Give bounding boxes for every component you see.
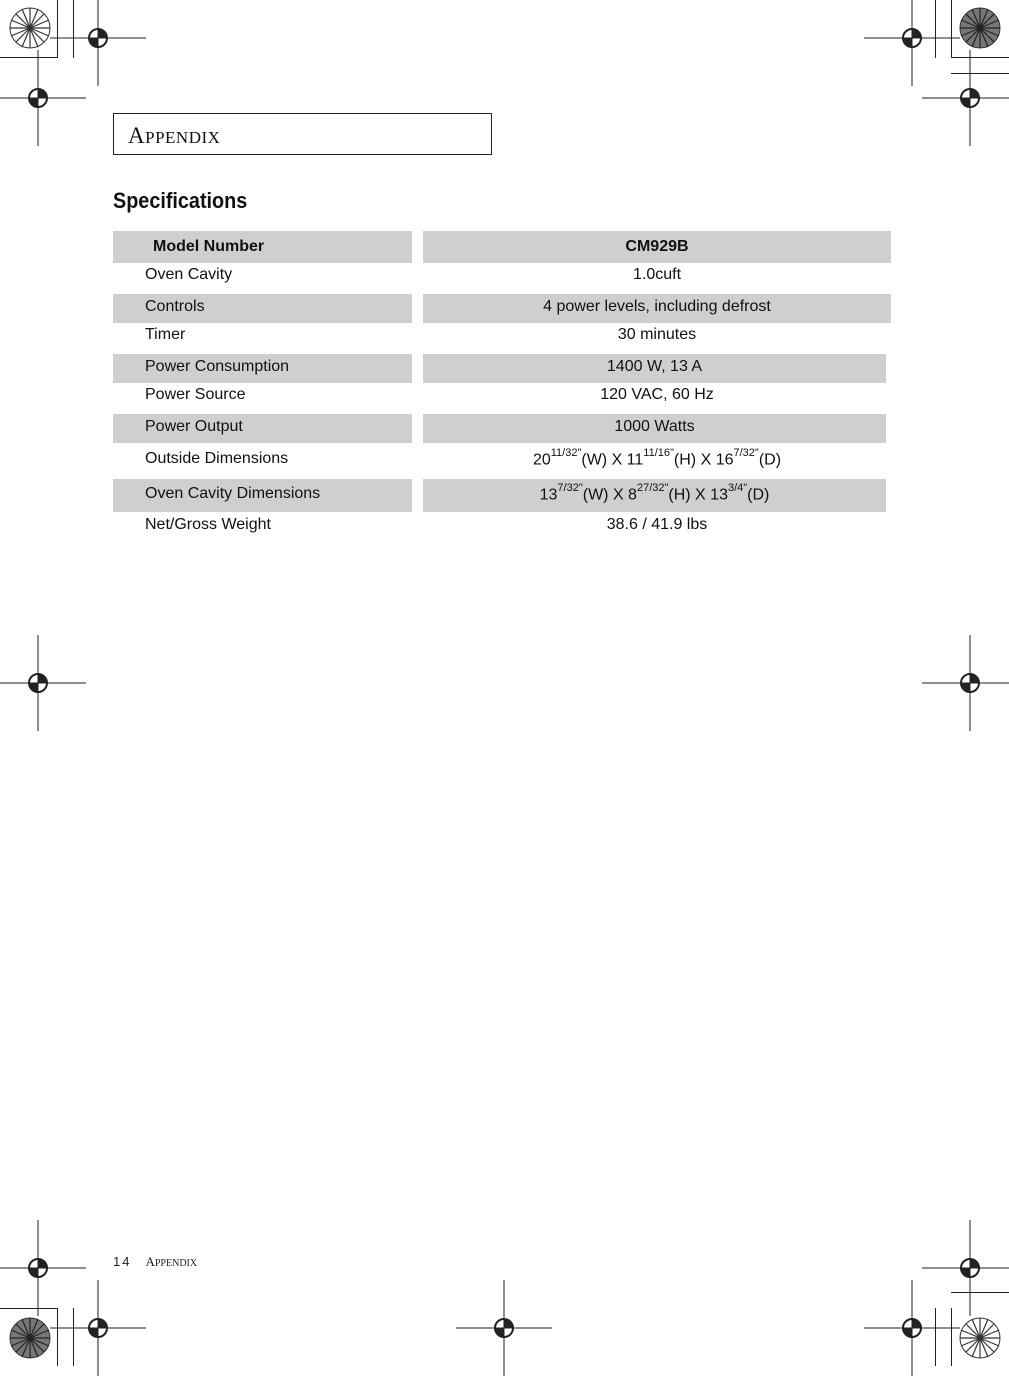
row-value: 1000 Watts <box>614 417 695 435</box>
row-value: 1400 W, 13 A <box>606 357 703 375</box>
dimension-part: (W) X 8 <box>582 486 637 504</box>
row-value: 30 minutes <box>617 326 697 343</box>
dimension-part: (D) <box>758 451 782 469</box>
registration-mark-icon <box>0 635 86 731</box>
registration-mark-icon <box>50 1280 146 1376</box>
dimension-part: (H) X 16 <box>673 451 734 469</box>
registration-mark-icon <box>864 1280 960 1376</box>
registration-mark-icon <box>0 50 86 146</box>
section-title: Specifications <box>113 188 248 213</box>
fraction-superscript: 11/32" <box>550 446 582 459</box>
table-row <box>113 514 891 536</box>
table-row <box>113 384 891 406</box>
fraction-superscript: 7/32" <box>557 481 583 494</box>
registration-mark-icon <box>456 1280 552 1376</box>
footer-section-name <box>145 1254 197 1269</box>
appendix-title <box>128 123 220 149</box>
table-row <box>113 414 891 443</box>
table-row <box>113 264 891 286</box>
fraction-superscript: 3/4" <box>727 481 748 494</box>
fraction-superscript: 11/16" <box>643 446 674 459</box>
dimension-text <box>539 481 770 504</box>
page-footer <box>113 1254 197 1270</box>
row-label: Timer <box>145 326 186 343</box>
dimension-part: 20 <box>532 451 551 469</box>
row-value: 38.6 / 41.9 lbs <box>606 516 708 533</box>
appendix-title-rest: PPENDIX <box>145 128 221 147</box>
appendix-header <box>113 113 492 155</box>
model-number-value: CM929B <box>625 238 689 255</box>
dimension-part: (W) X 11 <box>581 451 644 469</box>
starburst-mark-icon <box>8 6 52 50</box>
registration-mark-icon <box>922 50 1009 146</box>
table-row <box>113 294 891 323</box>
starburst-mark-icon <box>8 1316 52 1360</box>
footer-section-initial: A <box>145 1254 155 1269</box>
table-row <box>113 324 891 346</box>
row-value: 4 power levels, including defrost <box>543 297 771 315</box>
row-label: Controls <box>145 297 205 315</box>
dimension-part: (H) X 13 <box>668 486 728 504</box>
row-label: Outside Dimensions <box>145 450 289 467</box>
starburst-mark-icon <box>958 1316 1002 1360</box>
page-number: 14 <box>113 1254 132 1269</box>
fraction-superscript: 27/32" <box>636 481 669 494</box>
row-label: Net/Gross Weight <box>145 516 271 533</box>
dimension-part: (D) <box>747 486 770 504</box>
appendix-title-initial: A <box>128 123 146 148</box>
footer-section-rest: PPENDIX <box>154 1258 198 1269</box>
row-label: Oven Cavity <box>145 266 233 283</box>
row-label: Power Consumption <box>145 357 290 375</box>
fraction-superscript: 7/32" <box>733 446 759 459</box>
row-label: Power Output <box>145 417 243 435</box>
row-value: 120 VAC, 60 Hz <box>600 386 714 403</box>
table-row <box>113 479 891 512</box>
table-row <box>113 354 891 383</box>
model-number-label: Model Number <box>153 238 265 255</box>
row-label: Power Source <box>145 386 246 403</box>
table-header-row <box>113 231 891 263</box>
row-label: Oven Cavity Dimensions <box>145 485 321 502</box>
starburst-mark-icon <box>958 6 1002 50</box>
table-row <box>113 446 891 472</box>
row-value <box>423 476 886 512</box>
dimension-text <box>532 446 782 469</box>
registration-mark-icon <box>922 635 1009 731</box>
row-value <box>423 446 891 472</box>
dimension-part: 13 <box>539 486 558 504</box>
row-value: 1.0cuft <box>632 266 682 283</box>
